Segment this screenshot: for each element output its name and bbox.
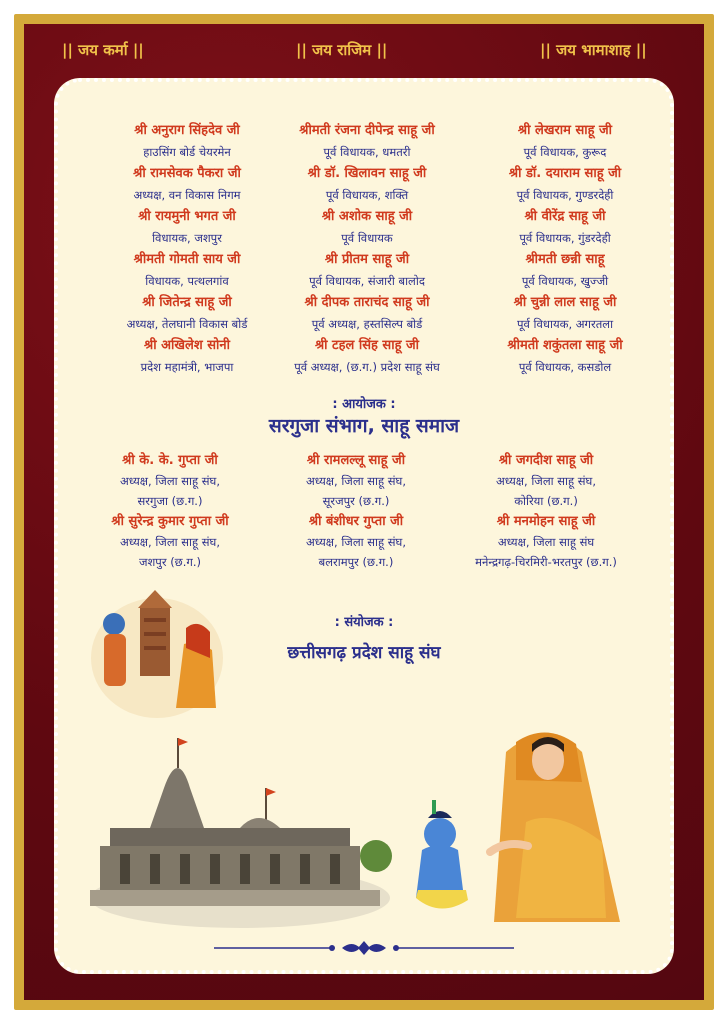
yashoda-feeding-krishna-illustration xyxy=(406,722,642,922)
slogan-center: || जय राजिम || xyxy=(296,41,388,59)
organizer-column-2 xyxy=(256,450,456,572)
guest-name: श्रीमती छन्नी साहू xyxy=(525,252,605,267)
guest-designation: पूर्व अध्यक्ष, (छ.ग.) प्रदेश साहू संघ xyxy=(294,360,440,374)
organizer-column-3 xyxy=(440,450,652,572)
member-designation: अध्यक्ष, जिला साहू संघ xyxy=(497,535,595,549)
guest-name: श्रीमती शकुंतला साहू जी xyxy=(507,338,623,353)
guest-designation: हाउसिंग बोर्ड चेयरमेन xyxy=(143,145,231,159)
member-designation: अध्यक्ष, जिला साहू संघ, xyxy=(305,474,407,488)
member-designation: अध्यक्ष, जिला साहू संघ, xyxy=(119,535,221,549)
guest-name: श्री लेखराम साहू जी xyxy=(517,123,613,138)
guest-designation: पूर्व विधायक, गुण्डरदेही xyxy=(516,188,614,202)
member-name: श्री मनमोहन साहू जी xyxy=(496,514,596,529)
guest-name: श्री डॉ. दयाराम साहू जी xyxy=(508,166,622,181)
krishna-yashoda-temple-illustration xyxy=(88,588,226,720)
guest-designation: पूर्व अध्यक्ष, हस्तसिल्प बोर्ड xyxy=(311,317,423,331)
member-designation: अध्यक्ष, जिला साहू संघ, xyxy=(119,474,221,488)
slogan-right: || जय भामाशाह || xyxy=(540,41,647,59)
guest-name: श्रीमती रंजना दीपेन्द्र साहू जी xyxy=(299,123,435,138)
member-location: जशपुर (छ.ग.) xyxy=(138,555,202,569)
guest-designation: विधायक, पत्थलगांव xyxy=(145,274,229,288)
guest-name: श्री दीपक ताराचंद साहू जी xyxy=(304,295,430,310)
guest-name: श्री अनुराग सिंहदेव जी xyxy=(134,123,240,138)
member-name: श्री रामलल्लू साहू जी xyxy=(306,453,406,468)
guest-designation: पूर्व विधायक, कसडोल xyxy=(518,360,612,374)
guest-column-2 xyxy=(264,120,470,378)
member-name: श्री के. के. गुप्ता जी xyxy=(122,453,218,468)
member-designation: अध्यक्ष, जिला साहू संघ, xyxy=(495,474,597,488)
guest-column-1 xyxy=(92,120,282,378)
member-location: सरगुजा (छ.ग.) xyxy=(137,494,203,508)
guest-designation: पूर्व विधायक, अगरतला xyxy=(516,317,614,331)
slogan-left: || जय कर्मा || xyxy=(62,41,144,59)
member-location: बलरामपुर (छ.ग.) xyxy=(318,555,394,569)
guest-designation: पूर्व विधायक, गुंडरदेही xyxy=(519,231,611,245)
member-name: श्री बंशीधर गुप्ता जी xyxy=(308,514,404,529)
guest-name: श्री डॉ. खिलावन साहू जी xyxy=(307,166,427,181)
guest-name: श्री जितेन्द्र साहू जी xyxy=(142,295,232,310)
organizer-label: : आयोजक : xyxy=(332,397,396,412)
guest-name: श्री प्रीतम साहू जी xyxy=(324,252,410,267)
guest-name: श्री रायमुनी भगत जी xyxy=(138,209,236,224)
convener-title: छत्तीसगढ़ प्रदेश साहू संघ xyxy=(287,643,441,663)
organizer-column-1 xyxy=(70,450,270,572)
guest-designation: विधायक, जशपुर xyxy=(152,231,222,245)
guest-name: श्रीमती गोमती साय जी xyxy=(133,252,241,267)
guest-designation: अध्यक्ष, तेलघानी विकास बोर्ड xyxy=(126,317,248,331)
convener-label: : संयोजक : xyxy=(334,615,394,630)
member-location: मनेन्द्रगढ़-चिरमिरी-भरतपुर (छ.ग.) xyxy=(475,555,617,569)
guest-designation: प्रदेश महामंत्री, भाजपा xyxy=(140,360,234,374)
organizer-title: सरगुजा संभाग, साहू समाज xyxy=(268,415,460,437)
guest-name: श्री वीरेंद्र साहू जी xyxy=(524,209,606,224)
member-name: श्री जगदीश साहू जी xyxy=(498,453,594,468)
guest-name: श्री अशोक साहू जी xyxy=(321,209,413,224)
guest-designation: अध्यक्ष, वन विकास निगम xyxy=(133,188,241,202)
guest-name: श्री रामसेवक पैकरा जी xyxy=(133,166,241,181)
guest-designation: पूर्व विधायक, कुरूद xyxy=(523,145,607,159)
guest-name: श्री चुन्नी लाल साहू जी xyxy=(513,295,617,310)
guest-name: श्री टहल सिंह साहू जी xyxy=(314,338,420,353)
rajim-temple-photo xyxy=(80,728,394,928)
guest-name: श्री अखिलेश सोनी xyxy=(144,338,230,353)
guest-designation: पूर्व विधायक, शक्ति xyxy=(325,188,409,202)
guest-designation: पूर्व विधायक xyxy=(341,231,393,245)
ornamental-divider xyxy=(214,940,514,956)
guest-designation: पूर्व विधायक, धमतरी xyxy=(323,145,411,159)
member-designation: अध्यक्ष, जिला साहू संघ, xyxy=(305,535,407,549)
guest-column-3 xyxy=(472,120,658,378)
member-location: सूरजपुर (छ.ग.) xyxy=(322,494,390,508)
guest-designation: पूर्व विधायक, संजारी बालोद xyxy=(309,274,425,288)
member-name: श्री सुरेन्द्र कुमार गुप्ता जी xyxy=(111,514,229,529)
member-location: कोरिया (छ.ग.) xyxy=(514,494,578,508)
guest-designation: पूर्व विधायक, खुज्जी xyxy=(521,274,609,288)
